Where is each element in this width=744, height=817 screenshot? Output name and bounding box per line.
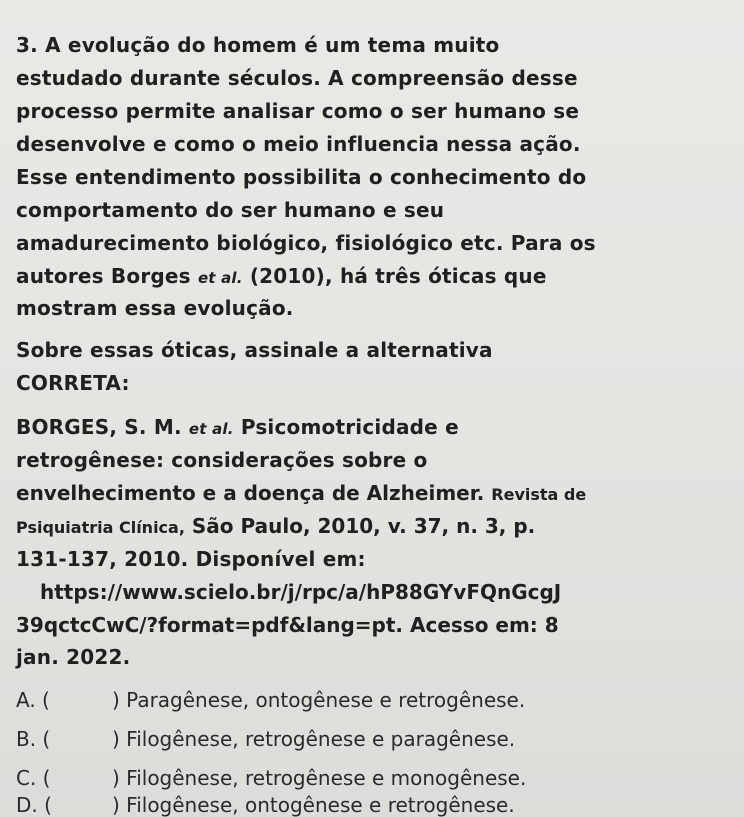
question-line-5: Esse entendimento possibilita o conhecimento do [16,165,587,189]
reference-line-8: jan. 2022. [16,645,131,669]
reference-line-5: 131-137, 2010. Disponível em: [16,547,366,571]
question-line-7: amadurecimento biológico, fisiológico etc. Para os [16,231,596,255]
question-line-8 [16,264,547,288]
question-line-9: mostram essa evolução. [16,296,294,320]
reference-authors: BORGES, S. M. [16,415,189,439]
question-line-6: comportamento do ser humano e seu [16,198,445,222]
reference-line-3 [16,481,586,505]
question-text: A evolução do homem é um tema muito [45,33,500,57]
option-c-checkbox[interactable]: C. ( [16,766,51,790]
question-line-3: processo permite analisar como o ser humano se [16,99,580,123]
option-d-checkbox[interactable]: D. ( [16,793,52,817]
question-line-2: estudado durante séculos. A compreensão desse [16,66,578,90]
option-d-text: ) Filogênese, ontogênese e retrogênese. [112,793,515,817]
reference-et-al: et al. [188,420,234,438]
option-d[interactable] [16,793,515,817]
reference-line-1 [16,415,459,439]
option-c-text: ) Filogênese, retrogênese e monogênese. [112,766,527,790]
publication-details: São Paulo, 2010, v. 37, n. 3, p. [184,514,536,538]
option-b-checkbox[interactable]: B. ( [16,727,51,751]
option-a-checkbox[interactable]: A. ( [16,688,50,712]
option-a[interactable] [16,688,525,712]
option-c[interactable] [16,766,526,790]
reference-url-line-2: 39qctcCwC/?format=pdf&lang=pt. Acesso em: 8 [16,613,559,637]
reference-line-4 [16,514,535,538]
prompt-line-1: Sobre essas óticas, assinale a alternativa [16,338,493,362]
question-line-1 [16,33,499,57]
et-al-text: et al. [197,269,243,287]
option-b[interactable] [16,727,515,751]
option-a-text: ) Paragênese, ontogênese e retrogênese. [112,688,526,712]
question-line-8-end: (2010), há três óticas que [242,264,547,288]
question-line-4: desenvolve e como o meio influencia nessa ação. [16,132,581,156]
journal-name-start: Revista de [491,485,587,504]
reference-line-2: retrogênese: considerações sobre o [16,448,428,472]
prompt-line-2: CORRETA: [16,371,130,395]
reference-title-start: Psicomotricidade e [233,415,459,439]
question-number: 3. [16,33,38,57]
reference-title-end: envelhecimento e a doença de Alzheimer. [16,481,492,505]
option-b-text: ) Filogênese, retrogênese e paragênese. [112,727,516,751]
reference-url-line-1: https://www.scielo.br/j/rpc/a/hP88GYvFQnGcgJ [40,580,562,604]
question-line-8-start: autores Borges [16,264,198,288]
journal-name-end: Psiquiatria Clínica, [16,518,185,537]
